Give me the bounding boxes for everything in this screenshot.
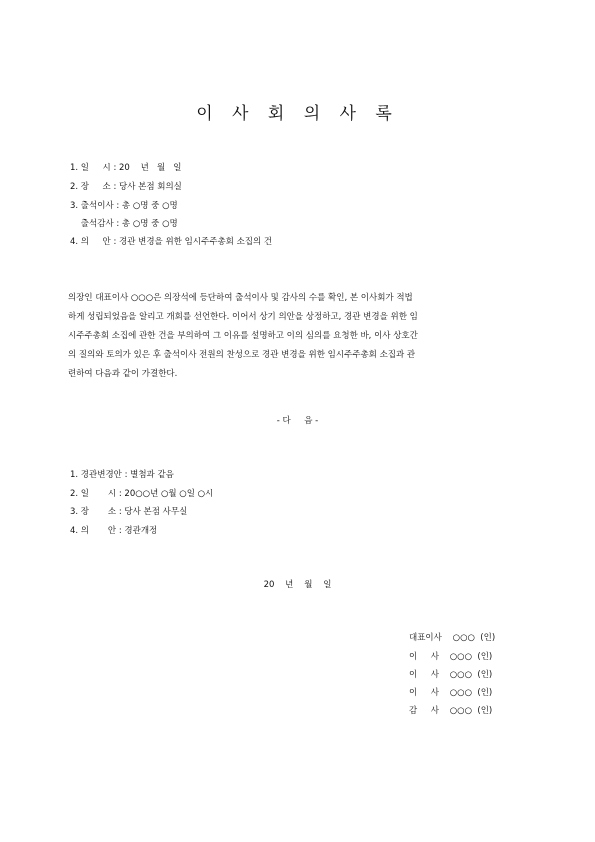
resolution-item: 3. 장 소 : 당사 본점 사무실 (70, 507, 188, 517)
body-line: 련하여 다음과 같이 가결한다. (68, 369, 178, 379)
signature-line: 감 사 ○○○ (인) (409, 706, 493, 716)
body-line: 하게 성립되었음을 알리고 개회를 선언한다. 이어서 상기 의안을 상정하고, 경관 변경을 위한 임 (68, 312, 418, 322)
signature-line: 이 사 ○○○ (인) (409, 652, 493, 662)
agenda-line: 4. 의 안 : 경관 변경을 위한 임시주주총회 소집의 건 (70, 237, 273, 247)
body-line: 의 질의와 토의가 있은 후 출석이사 전원의 찬성으로 경관 변경을 위한 임시주주총회 소집과 관 (68, 350, 416, 360)
attending-directors-line: 3. 출석이사 : 총 ○명 중 ○명 (70, 201, 178, 211)
resolution-item: 4. 의 안 : 경관개정 (70, 526, 158, 536)
attending-auditors-line: 출석감사 : 총 ○명 중 ○명 (70, 219, 178, 229)
body-line: 시주주총회 소집에 관한 건을 부의하여 그 이유를 설명하고 이의 심의를 요청한 바, 이사 상호간 (68, 331, 418, 341)
meeting-date-line: 1. 일 시 : 20 년 월 일 (70, 163, 182, 173)
resolution-item: 1. 경관변경안 : 별첨과 같음 (70, 470, 174, 480)
body-line: 의장인 대표이사 ○○○은 의장석에 등단하여 출석이사 및 감사의 수를 확인, 본 이사회가 적법 (68, 293, 413, 303)
resolution-divider: - 다 음 - (276, 416, 319, 426)
signing-date: 20 년 월 일 (263, 580, 332, 590)
meeting-place-line: 2. 장 소 : 당사 본점 회의실 (70, 182, 182, 192)
signature-line: 대표이사 ○○○ (인) (409, 633, 496, 643)
signature-line: 이 사 ○○○ (인) (409, 688, 493, 698)
signature-line: 이 사 ○○○ (인) (409, 670, 493, 680)
minutes-body-paragraph (68, 289, 530, 384)
resolution-item: 2. 일 시 : 20○○년 ○월 ○일 ○시 (70, 489, 214, 499)
document-title: 이 사 회 의 사 록 (196, 104, 399, 124)
